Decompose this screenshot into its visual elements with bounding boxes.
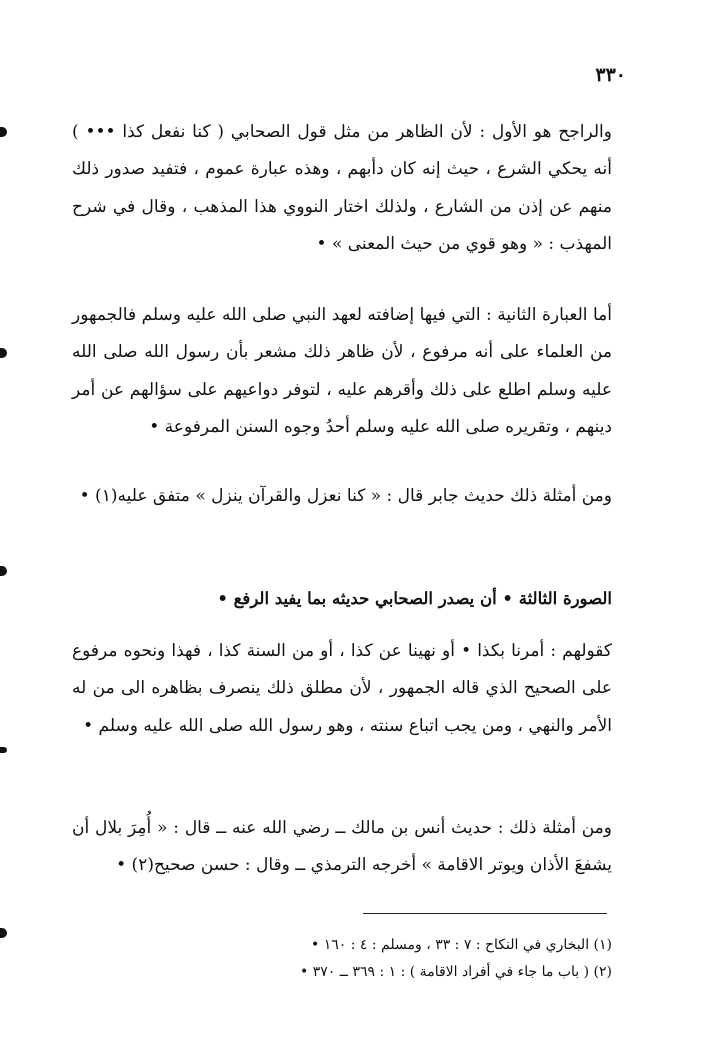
footnotes bbox=[72, 932, 612, 986]
paragraph-preferred-opinion: والراجح هو الأول : لأن الظاهر من مثل قول الصحابي ( كنا نفعل كذا ••• ) أنه يحكي الشرع ، حيث إنه كان دأبهم ، وهذه عبارة عموم ، فتفيد صدور ذلك منهم عن إذن من الشارع ، ولذلك اختار النووي هذا المذهب ، وقال في شرح المهذب : « وهو قوي من حيث المعنى » • bbox=[72, 122, 612, 255]
scan-edge-mark bbox=[0, 747, 7, 753]
page-number: ٣٣٠ bbox=[595, 64, 626, 86]
paragraph-anas-example: ومن أمثلة ذلك : حديث أنس بن مالك ــ رضي الله عنه ــ قال : « أُمِرَ بلال أن يشفعَ الأذان ويوتر الاقامة » أخرجه الترمذي ــ وقال : حسن صحيح(٢) • bbox=[72, 818, 612, 876]
scan-edge-mark bbox=[0, 928, 7, 938]
scan-edge-mark bbox=[0, 348, 7, 358]
footnote-divider bbox=[363, 913, 607, 914]
footnote-1: (١) البخاري في النكاح : ٧ : ٣٣ ، ومسلم : ٤ : ١٦٠ • bbox=[311, 937, 612, 953]
paragraph-third-form-explanation: كقولهم : أمرنا بكذا • أو نهينا عن كذا ، أو من السنة كذا ، فهذا ونحوه مرفوع على الصحيح الذي قاله الجمهور ، لأن مطلق ذلك ينصرف بظاهره الى من له الأمر والنهي ، ومن يجب اتباع سنته ، وهو رسول الله صلى الله عليه وسلم • bbox=[72, 641, 612, 736]
paragraph-second-phrase: أما العبارة الثانية : التي فيها إضافته لعهد النبي صلى الله عليه وسلم فالجمهور من العلماء على أنه مرفوع ، لأن ظاهر ذلك مشعر بأن رسول الله صلى الله عليه وسلم اطلع على ذلك وأقرهم عليه ، لتوفر دواعيهم على سؤالهم عن أمر دينهم ، وتقريره صلى الله عليه وسلم أحدُ وجوه السنن المرفوعة • bbox=[72, 305, 612, 438]
footnote-2: (٢) ( باب ما جاء في أفراد الاقامة ) : ١ : ٣٦٩ ــ ٣٧٠ • bbox=[300, 964, 612, 980]
scan-edge-mark bbox=[0, 127, 7, 137]
scan-edge-mark bbox=[0, 566, 7, 576]
paragraph-jabir-example: ومن أمثلة ذلك حديث جابر قال : « كنا نعزل والقرآن ينزل » متفق عليه(١) • bbox=[79, 486, 612, 506]
section-heading-third-form: الصورة الثالثة • أن يصدر الصحابي حديثه بما يفيد الرفع • bbox=[217, 589, 612, 608]
